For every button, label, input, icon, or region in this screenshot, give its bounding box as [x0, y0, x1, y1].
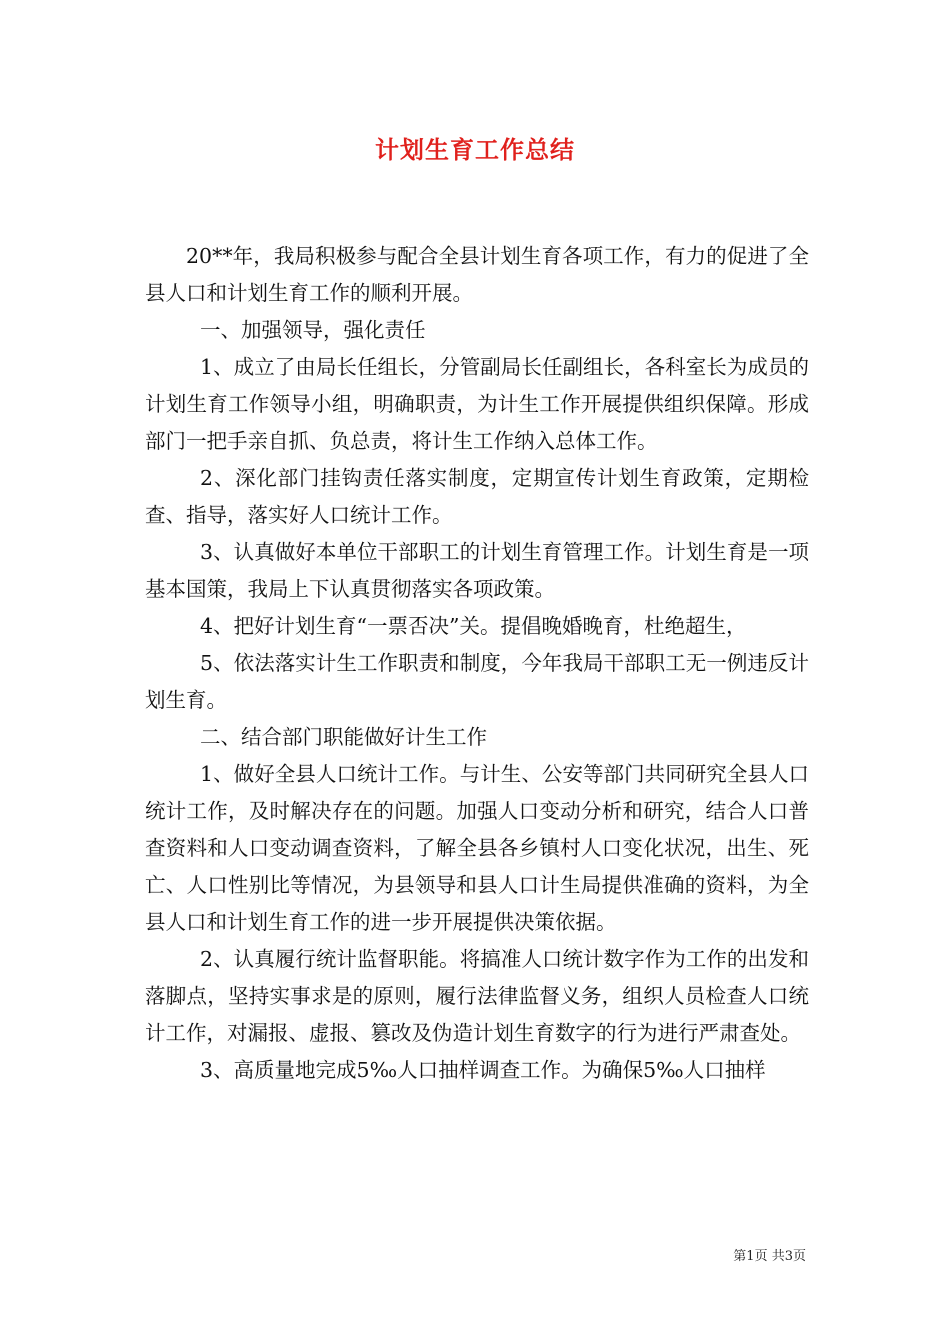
footer-total-pages: 3 [784, 1249, 793, 1264]
footer-prefix: 第 [733, 1249, 747, 1264]
body-paragraph: 20**年，我局积极参与配合全县计划生育各项工作，有力的促进了全县人口和计划生育工作的顺利开展。 [145, 244, 809, 305]
document-title: 计划生育工作总结 [375, 135, 575, 164]
body-paragraph: 1、做好全县人口统计工作。与计生、公安等部门共同研究全县人口统计工作，及时解决存在的问题。加强人口变动分析和研究，结合人口普查资料和人口变动调查资料，了解全县各乡镇村人口变化状况，出生、死亡、人口性别比等情况，为县领导和县人口计生局提供准确的资料，为全县人口和计划生育工作的进一步开展提供决策依据。 [145, 762, 809, 934]
body-paragraph: 3、认真做好本单位干部职工的计划生育管理工作。计划生育是一项基本国策，我局上下认真贯彻落实各项政策。 [145, 540, 809, 601]
body-paragraph: 二、结合部门职能做好计生工作 [200, 725, 487, 749]
body-paragraph: 5、依法落实计生工作职责和制度，今年我局干部职工无一例违反计划生育。 [145, 651, 809, 712]
body-paragraph: 2、认真履行统计监督职能。将搞准人口统计数字作为工作的出发和落脚点，坚持实事求是的原则，履行法律监督义务，组织人员检查人口统计工作，对漏报、虚报、篡改及伪造计划生育数字的行为进行严肃查处。 [145, 947, 809, 1045]
body-paragraph: 2、深化部门挂钩责任落实制度，定期宣传计划生育政策，定期检查、指导，落实好人口统计工作。 [145, 466, 809, 527]
footer-suffix: 页 [792, 1249, 806, 1264]
body-paragraph: 4、把好计划生育“一票否决”关。提倡晚婚晚育，杜绝超生， [200, 614, 747, 638]
page-footer [733, 1248, 806, 1266]
body-paragraph: 一、加强领导，强化责任 [200, 318, 426, 342]
footer-middle: 页 共 [754, 1249, 785, 1264]
document-body [145, 238, 809, 1089]
footer-current-page: 1 [746, 1249, 755, 1264]
body-paragraph: 1、成立了由局长任组长，分管副局长任副组长，各科室长为成员的计划生育工作领导小组，明确职责，为计生工作开展提供组织保障。形成部门一把手亲自抓、负总责，将计生工作纳入总体工作。 [145, 355, 809, 453]
body-paragraph: 3、高质量地完成5‰人口抽样调查工作。为确保5‰人口抽样 [200, 1058, 766, 1082]
